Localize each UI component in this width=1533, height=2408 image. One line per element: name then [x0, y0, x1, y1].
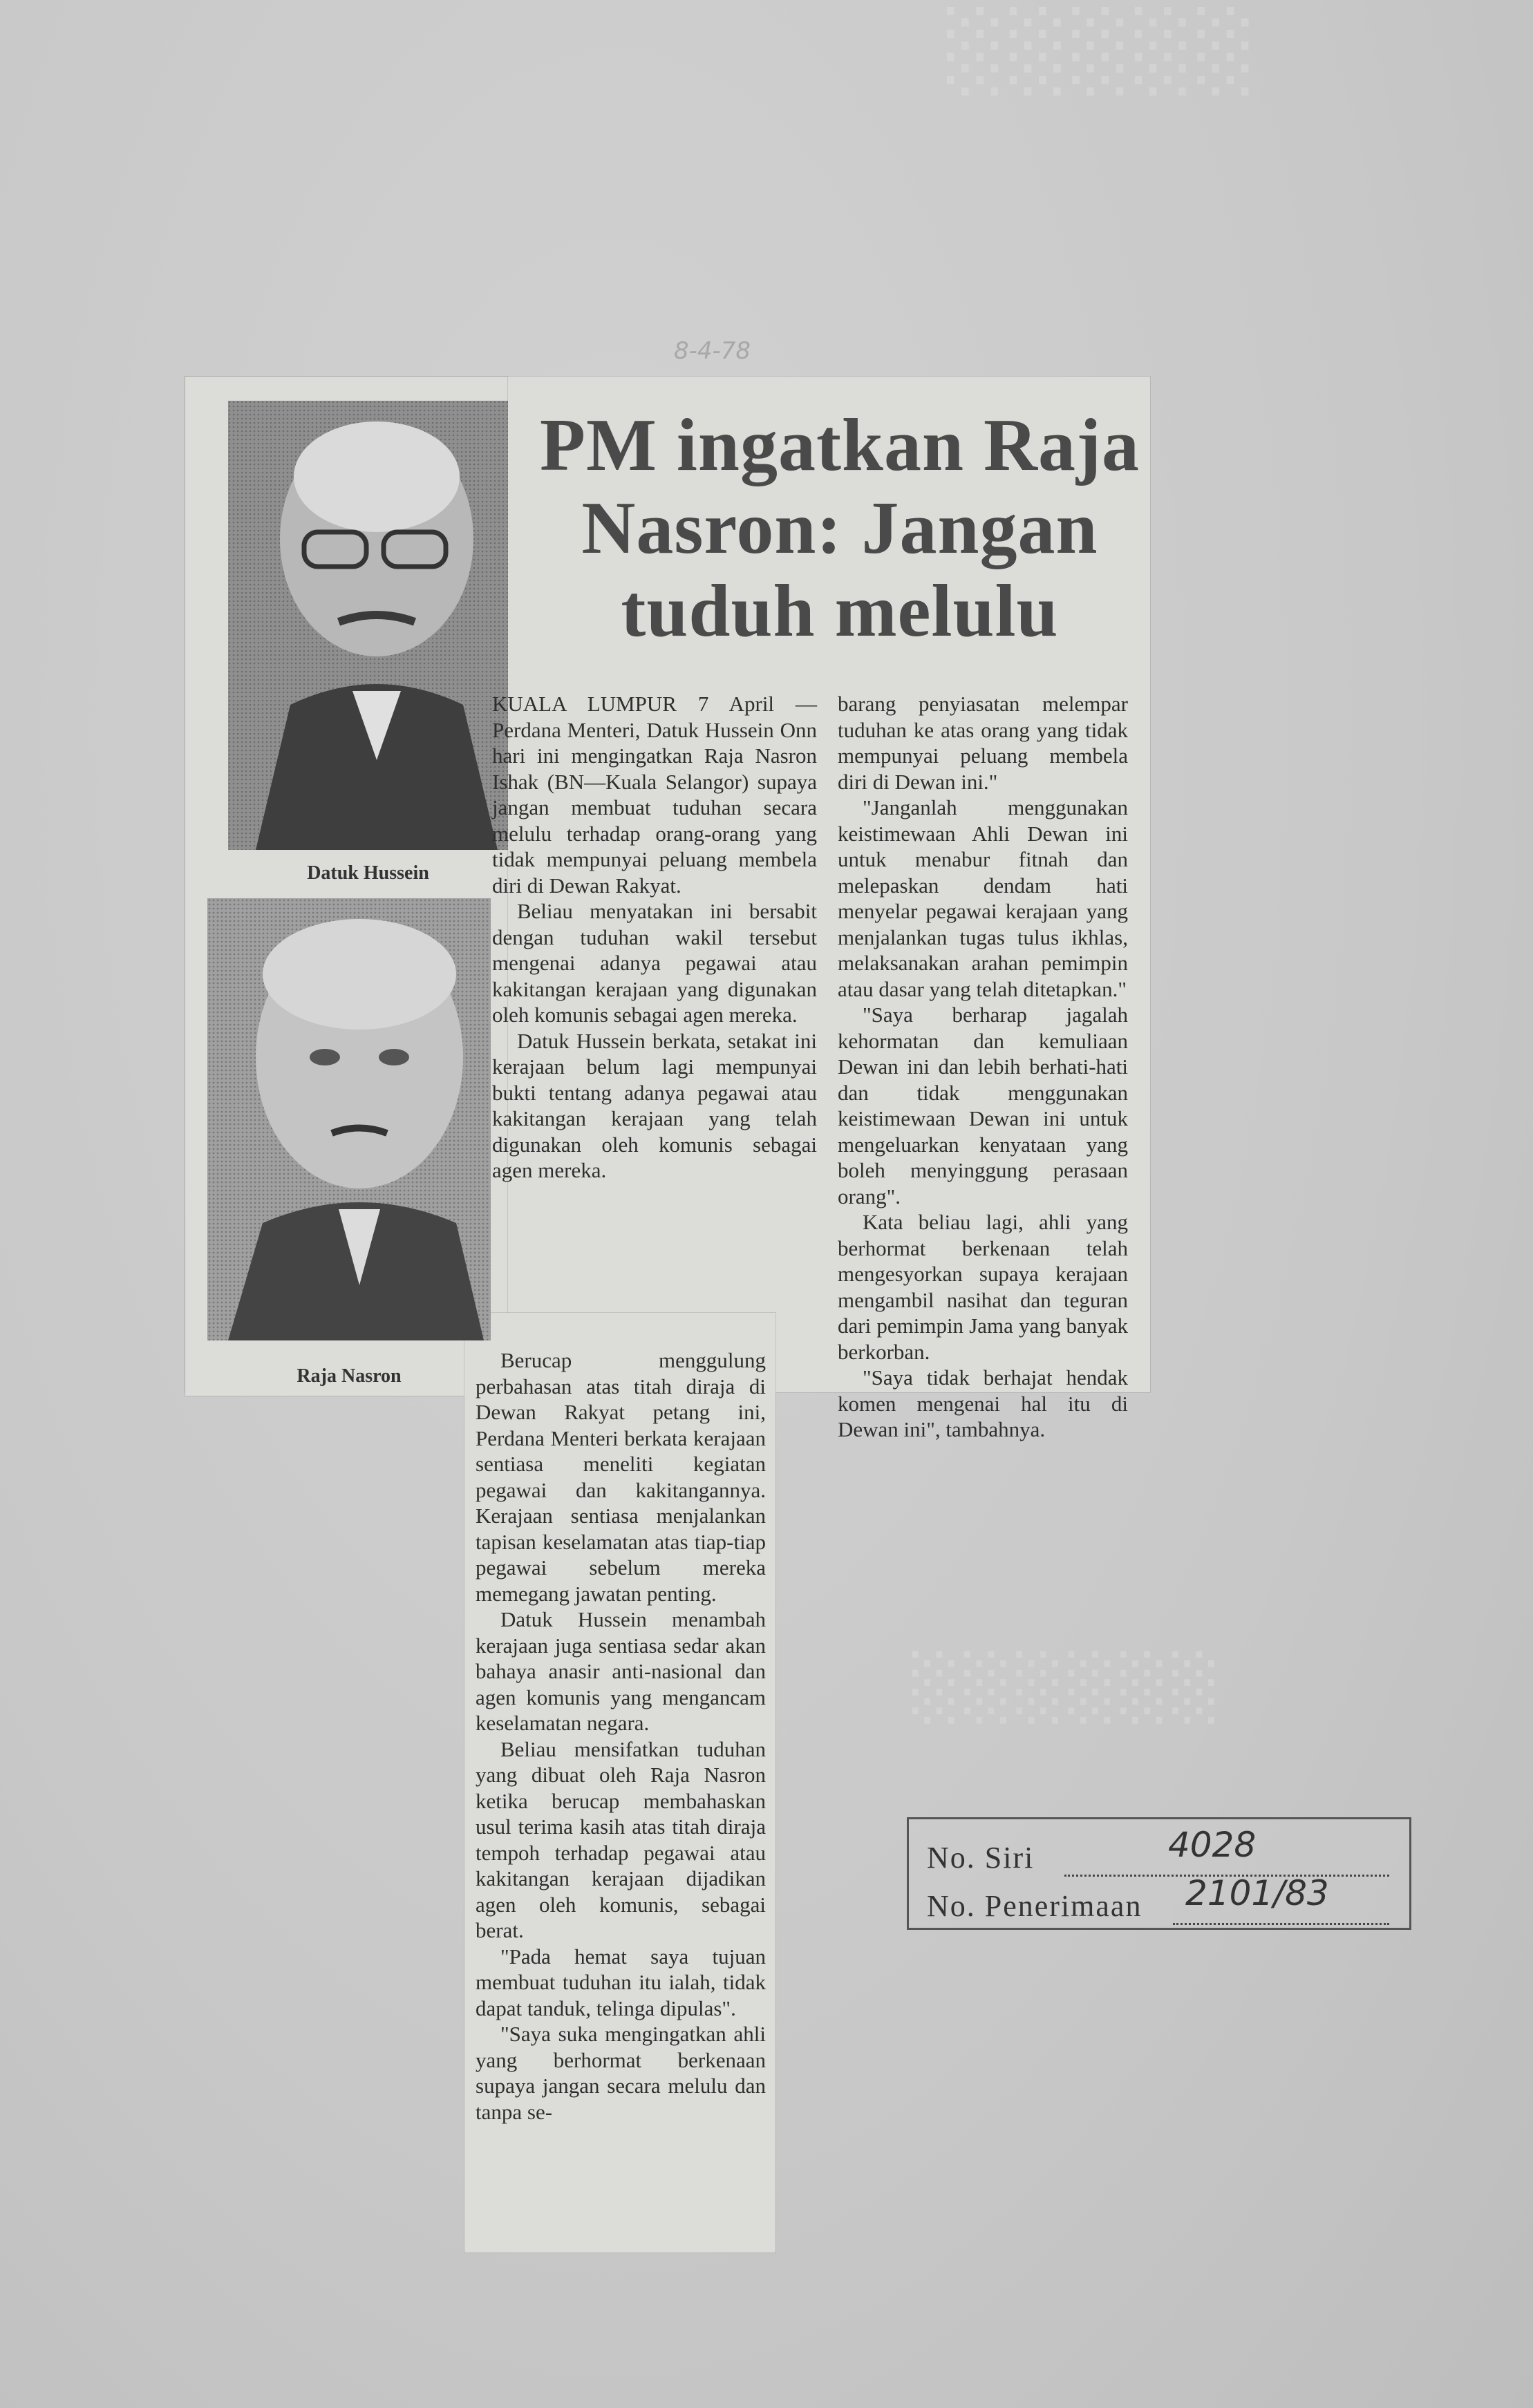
siri-value: 4028: [1168, 1825, 1257, 1865]
paragraph: Berucap menggulung perbahasan atas titah diraja di Dewan Rakyat petang ini, Perdana Menteri berkata kerajaan sentiasa meneliti kegiatan pegawai dan kakitangannya. Kerajaan sentiasa menjalankan tapisan keselamatan atas tiap-tiap pegawai sebelum mereka memegang jawatan penting.: [476, 1348, 766, 1606]
paragraph: Datuk Hussein menambah kerajaan juga sentiasa sedar akan bahaya anasir anti-nasional dan agen komunis yang mengancam keselamatan negara.: [476, 1607, 766, 1735]
ghost-stamp-mid: ░░░░░░: [912, 1651, 1225, 1724]
paragraph: Datuk Hussein berkata, setakat ini kerajaan belum lagi mempunyai bukti tentang adanya pegawai atau kakitangan kerajaan yang telah digunakan oleh komunis sebagai agen mereka.: [492, 1028, 817, 1182]
paragraph: "Pada hemat saya tujuan membuat tuduhan itu ialah, tidak dapat tanduk, telinga dipulas".: [476, 1944, 766, 2020]
penerimaan-dotted-line: [1173, 1923, 1389, 1925]
date-note: 8-4-78: [674, 337, 751, 365]
portrait-photo-raja-nasron: [207, 898, 491, 1340]
paragraph: Beliau menyatakan ini bersabit dengan tuduhan wakil tersebut mengenai adanya pegawai atau kakitangan kerajaan yang digunakan oleh komunis sebagai agen mereka.: [492, 899, 817, 1027]
paragraph: "Saya tidak berhajat hendak komen mengenai hal itu di Dewan ini", tambahnya.: [838, 1365, 1128, 1441]
ghost-stamp-top: ░░░░░: [947, 7, 1260, 95]
article-column-middle: [492, 691, 817, 1184]
portrait-photo-datuk-hussein: [228, 401, 508, 850]
paragraph: Kata beliau lagi, ahli yang berhormat berkenaan telah mengesyorkan supaya kerajaan mengambil nasihat dan teguran dari pemimpin Jama yang banyak berkorban.: [838, 1210, 1128, 1364]
paragraph: "Saya berharap jagalah kehormatan dan kemuliaan Dewan ini dan lebih berhati-hati dan tidak menggunakan keistimewaan Dewan ini untuk mengeluarkan kenyataan yang boleh menyinggung perasaan orang".: [838, 1003, 1128, 1208]
paragraph: "Janganlah menggunakan keistimewaan Ahli Dewan ini untuk menabur fitnah dan melepaskan dendam hati menyelar pegawai kerajaan yang menjalankan tugas tulus ikhlas, melaksanakan arahan pemimpin atau dasar yang telah ditetapkan.": [838, 795, 1128, 1001]
siri-label: No. Siri: [927, 1841, 1035, 1875]
registration-stamp: [907, 1817, 1411, 1930]
headline: PM ingatkan Raja Nasron: Jangan tuduh melulu: [539, 404, 1140, 652]
photo-caption-top: Datuk Hussein: [307, 862, 429, 884]
paragraph: KUALA LUMPUR 7 April — Perdana Menteri, Datuk Hussein Onn hari ini mengingatkan Raja Nasron Ishak (BN—Kuala Selangor) supaya jangan membuat tuduhan secara melulu terhadap orang-orang yang tidak mempunyai peluang membela diri di Dewan Rakyat.: [492, 692, 817, 898]
paragraph: barang penyiasatan melempar tuduhan ke atas orang yang tidak mempunyai peluang membela diri di Dewan ini.": [838, 692, 1128, 794]
paragraph: Beliau mensifatkan tuduhan yang dibuat oleh Raja Nasron ketika berucap membahaskan usul terima kasih atas titah diraja tempoh terhadap pegawai atau kakitangan kerajaan dijadikan agen oleh komunis, sebagai berat.: [476, 1736, 766, 1942]
penerimaan-label: No. Penerimaan: [927, 1889, 1142, 1923]
article-column-long: [476, 1347, 766, 2125]
article-column-right: [838, 691, 1128, 1443]
penerimaan-value: 2101/83: [1185, 1873, 1329, 1913]
paragraph: "Saya suka mengingatkan ahli yang berhormat berkenaan supaya jangan secara melulu dan tanpa se-: [476, 2022, 766, 2124]
photo-caption-bottom: Raja Nasron: [297, 1365, 402, 1387]
